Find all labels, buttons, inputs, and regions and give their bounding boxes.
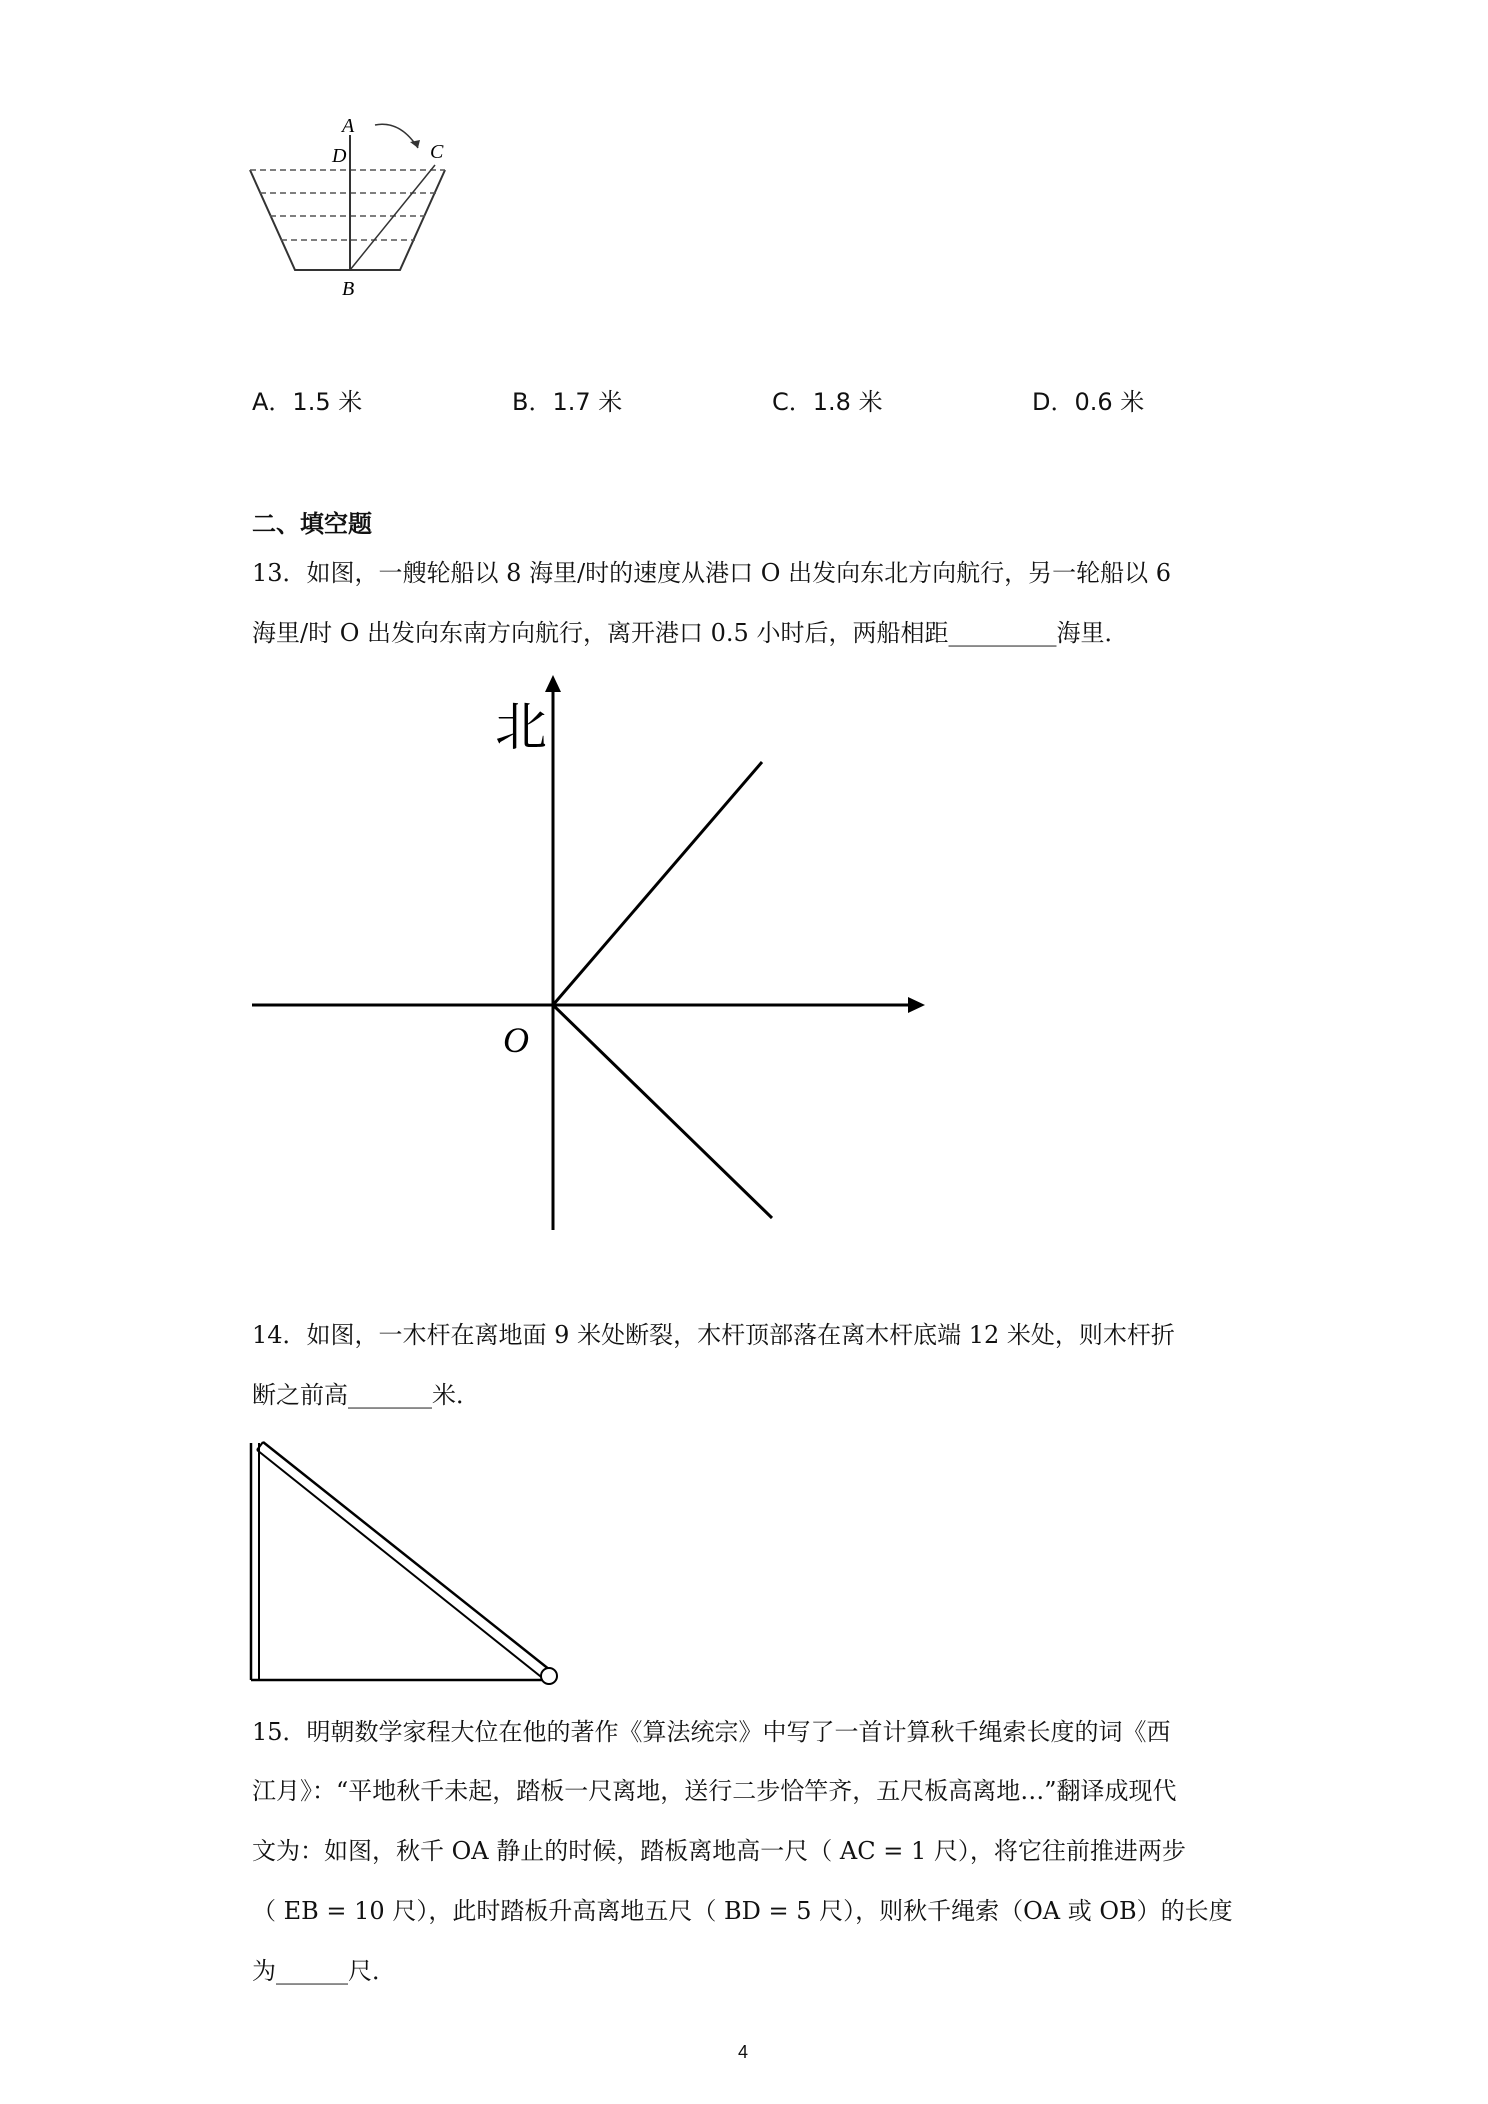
north-label: 北 [495,700,548,757]
label-a: A [342,115,355,137]
option-d: D．0.6 米 [1032,388,1145,416]
container-figure [240,110,460,310]
option-b: B．1.7 米 [512,388,623,416]
q15-line4: （ EB = 10 尺），此时踏板升高离地五尺（ BD = 5 尺），则秋千绳索（OA 或 OB）的长度 [252,1897,1233,1925]
q15-line2: 江月》：“平地秋千未起，踏板一尺离地，送行二步恰竿齐，五尺板高离地…”翻译成现代 [252,1777,1177,1805]
section-title: 二、填空题 [252,509,372,538]
label-c: C [430,141,444,163]
page-number: 4 [738,2042,749,2062]
option-c: C．1.8 米 [772,388,883,416]
q15-line5: 为______尺． [252,1957,396,1985]
label-b: B [342,278,355,300]
q15-line1: 15．明朝数学家程大位在他的著作《算法统宗》中写了一首计算秋千绳索长度的词《西 [252,1718,1171,1746]
option-a: A．1.5 米 [252,388,363,416]
label-d: D [332,145,347,167]
origin-label: O [503,1020,529,1060]
compass-figure [250,670,930,1240]
q14-line1: 14．如图，一木杆在离地面 9 米处断裂，木杆顶部落在离木杆底端 12 米处，则木杆折 [252,1321,1175,1349]
broken-pole-figure [245,1438,575,1688]
q14-line2: 断之前高_______米． [252,1381,480,1409]
q13-line1: 13．如图，一艘轮船以 8 海里/时的速度从港口 O 出发向东北方向航行，另一轮船以 6 [252,559,1171,587]
q15-line3: 文为：如图，秋千 OA 静止的时候，踏板离地高一尺（ AC = 1 尺），将它往前推进两步 [252,1837,1186,1865]
q13-line2: 海里/时 O 出发向东南方向航行，离开港口 0.5 小时后，两船相距_________海里． [252,619,1129,647]
